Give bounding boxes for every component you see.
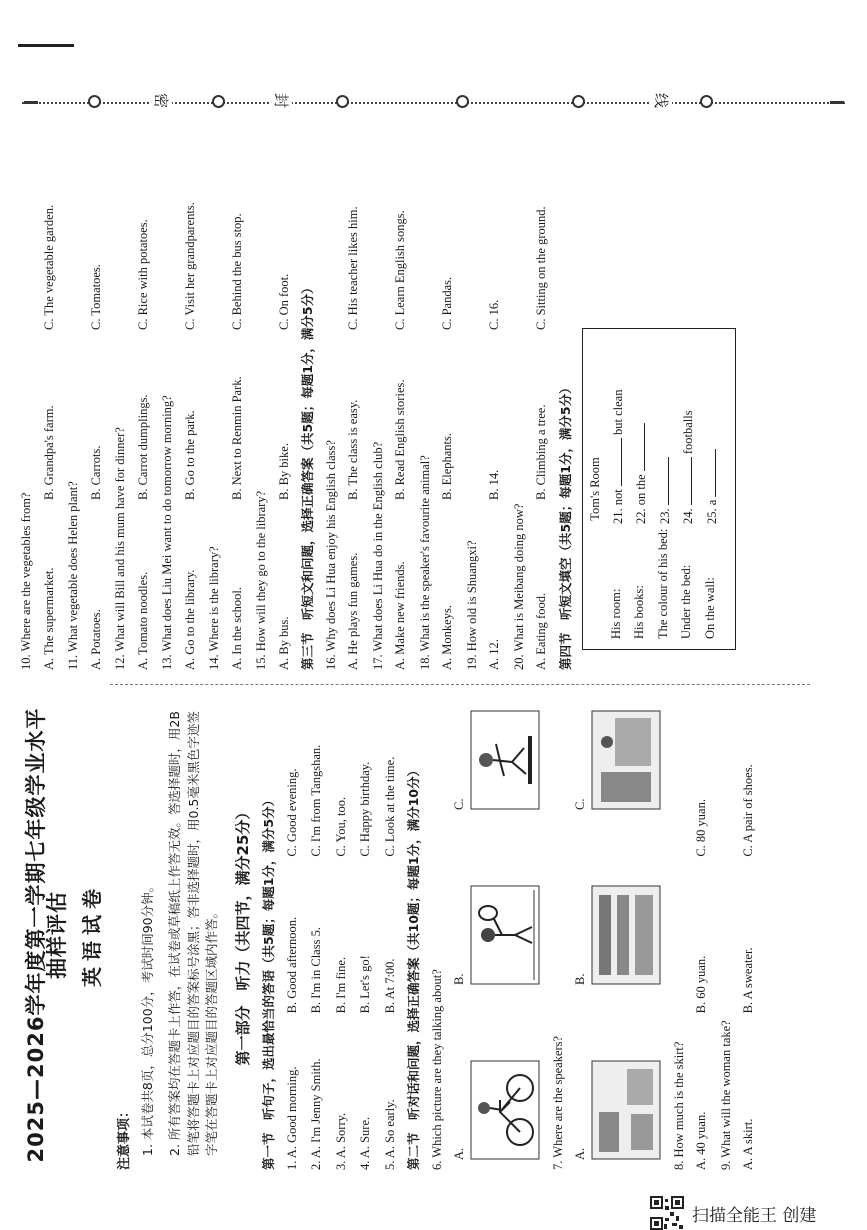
section4-heading: 第四节 听短文填空（共5题；每题1分，满分5分） (557, 381, 573, 670)
binding-edge-bar (24, 101, 38, 104)
binding-ring (572, 95, 585, 108)
binding-char-feng: 封 (272, 92, 291, 109)
question-9-text: 9. What will the woman take? (718, 1020, 733, 1170)
binding-char-xian: 线 (652, 92, 671, 109)
notice-heading: 注意事项： (117, 1104, 132, 1170)
answer-blank[interactable] (704, 449, 716, 497)
question-19-options (488, 160, 501, 670)
option-a: A. By bus. (276, 616, 291, 670)
option-b: B. Grandpa's farm. (41, 405, 56, 500)
question-10-text: 10. Where are the vegetables from? (19, 492, 33, 670)
option-a: A. Tomato noodles. (135, 571, 150, 670)
option-b: B. A sweater. (741, 947, 755, 1014)
binding-ring (212, 95, 225, 108)
option-b: B. Go to the park. (182, 410, 197, 500)
option-b: B. Carrot dumplings. (135, 394, 150, 500)
answer-blank[interactable] (680, 457, 692, 505)
option-c: C. I'm from Tangshan. (309, 744, 323, 857)
option-b: B. Good afternoon. (284, 916, 299, 1014)
question-2 (310, 700, 323, 1170)
qr-code-icon (650, 1196, 684, 1230)
option-a: A. 12. (487, 639, 501, 670)
section2-heading: 第二节 听对话和问题，选择正确答案（共10题；每题1分，满分10分） (406, 764, 421, 1170)
option-a: A. He plays fun games. (346, 552, 360, 670)
question-12-options (137, 160, 150, 670)
question-11-options (90, 160, 103, 670)
table-row: His room: 21. not but clean (608, 389, 625, 639)
binding-ring (700, 95, 713, 108)
left-column (20, 700, 767, 1170)
question-14-options (231, 160, 244, 670)
question-13-options (184, 160, 197, 670)
table-row: His books: 22. on the (633, 339, 648, 639)
option-c: C. Happy birthday. (358, 761, 372, 857)
option-b: B. The class is easy. (346, 399, 360, 500)
option-b: B. Climbing a tree. (534, 404, 548, 500)
option-b: B. 60 yuan. (694, 955, 708, 1014)
question-8-text: 8. How much is the skirt? (671, 1041, 686, 1170)
question-18-options (441, 160, 454, 670)
question-20-text: 20. What is Meibang doing now? (511, 503, 526, 670)
answer-blank[interactable] (657, 457, 669, 505)
picture-option-c: C. (453, 700, 540, 810)
question-17-options (394, 160, 407, 670)
option-a: 4. A. Sure. (358, 1116, 372, 1170)
exam-rotated-page (0, 130, 867, 1190)
option-c: C. Visit her grandparents. (182, 202, 197, 330)
binding-dotted-line (22, 102, 845, 104)
notice-item: 1. 本试卷共8页，总分100分，考试时间90分钟。 (140, 879, 155, 1156)
question-6-pictures (453, 700, 540, 1170)
option-c: C. 16. (487, 299, 501, 330)
question-12-text: 12. What will Bill and his mum have for dinner? (113, 427, 127, 670)
option-b: B. By bike. (276, 443, 291, 500)
binding-line (0, 86, 867, 116)
question-1 (286, 700, 299, 1170)
question-9-options (742, 700, 755, 1170)
picture-option-a: A. (574, 1050, 661, 1160)
picture-option-b: B. (574, 875, 661, 985)
question-15-options (278, 160, 291, 670)
question-17-text: 17. What does Li Hua do in the English club? (370, 441, 385, 670)
section1-heading: 第一节 听句子，选出最恰当的答语（共5题；每题1分，满分5分） (261, 793, 276, 1170)
option-a: A. Eating food. (534, 592, 548, 670)
option-c: C. Good evening. (284, 768, 299, 857)
skating-picture-icon (470, 710, 540, 810)
option-c: C. His teacher likes him. (346, 206, 360, 330)
table-title: Tom's Room (588, 457, 602, 521)
column-divider (110, 683, 810, 685)
option-c: C. Rice with potatoes. (135, 219, 150, 330)
option-a: A. Go to the library. (182, 569, 197, 670)
option-a: 1. A. Good morning. (284, 1066, 299, 1170)
exam-subtitle: 英语试卷 (80, 883, 104, 987)
option-c: C. Tomatoes. (88, 264, 103, 330)
option-b: B. At 7:00. (382, 958, 397, 1014)
question-16-text: 16. Why does Li Hua enjoy his English class? (323, 440, 338, 670)
question-5 (384, 700, 397, 1170)
shop-picture-icon (591, 710, 661, 810)
option-b: B. Let's go! (358, 955, 372, 1014)
option-b: B. Next to Renmin Park. (229, 376, 244, 500)
question-15-text: 15. How will they go to the library? (254, 490, 268, 670)
option-a: A. In the school. (229, 587, 244, 670)
library-picture-icon (591, 885, 661, 985)
option-c: C. Pandas. (440, 276, 454, 330)
toms-room-table (582, 328, 736, 650)
option-a: A. A skirt. (741, 1118, 755, 1170)
question-7-text: 7. Where are the speakers? (550, 1035, 565, 1170)
binding-ring (88, 95, 101, 108)
option-c: C. Behind the bus stop. (229, 213, 244, 330)
question-7-pictures (574, 700, 661, 1170)
option-b: B. 14. (487, 469, 501, 500)
table-row: Under the bed: 24. footballs (679, 410, 695, 639)
option-b: B. I'm in Class 5. (309, 927, 323, 1014)
scanner-watermark-text: 扫描全能王 创建 (692, 1205, 817, 1226)
option-a: 3. A. Sorry. (333, 1112, 348, 1170)
option-c: C. Learn English songs. (393, 210, 407, 330)
option-a: A. The supermarket. (41, 567, 56, 670)
option-c: C. Sitting on the ground. (534, 206, 548, 330)
option-a: A. Monkeys. (440, 605, 454, 670)
option-c: C. 80 yuan. (694, 799, 708, 857)
question-13-text: 13. What does Liu Mei want to do tomorrow morning? (160, 395, 174, 670)
option-b: B. Read English stories. (393, 379, 407, 500)
option-a: 5. A. So early. (382, 1099, 397, 1170)
table-row: The colour of his bed: 23. (657, 339, 672, 639)
option-a: 2. A. I'm Jenny Smith. (309, 1058, 323, 1170)
right-column (20, 160, 736, 670)
picture-option-b: B. (453, 875, 540, 985)
answer-blank[interactable] (633, 423, 645, 471)
part1-heading: 第一部分 听力（共四节，满分25分） (234, 804, 252, 1066)
corner-mark (18, 44, 74, 47)
question-4 (359, 700, 372, 1170)
binding-char-mi: 密 (152, 92, 171, 109)
question-18-text: 18. What is the speaker's favourite animal? (417, 455, 432, 670)
cycling-picture-icon (470, 1060, 540, 1160)
question-16-options (347, 160, 360, 670)
exam-title: 2025—2026学年度第一学期七年级学业水平抽样评估 (24, 707, 69, 1163)
binding-ring (336, 95, 349, 108)
option-b: B. Elephants. (440, 432, 454, 500)
option-a: A. Potatoes. (88, 609, 103, 670)
scanner-watermark (650, 1196, 816, 1230)
option-b: B. Carrots. (88, 445, 103, 500)
question-11-text: 11. What vegetable does Helen plant? (66, 481, 80, 670)
table-row: On the wall: 25. a (704, 339, 719, 639)
tennis-picture-icon (470, 885, 540, 985)
notice-item: 2. 所有答案均在答题卡上作答，在试卷或草稿纸上作答无效。答选择题时，用2B铅笔将答题卡上对应题目的答案标号涂黑；答非选择题时，用0.5毫米黑色字迹签字笔在答题卡上对应题目的答题区域内作答。 (166, 711, 220, 1156)
option-c: C. On foot. (276, 273, 291, 330)
option-c: C. Look at the time. (382, 756, 397, 857)
question-14-text: 14. Where is the library? (207, 546, 221, 670)
option-a: A. Make new friends. (393, 561, 407, 670)
option-c: C. You, too. (333, 796, 348, 857)
question-10-options (43, 160, 56, 670)
question-20-options (535, 160, 548, 670)
picture-option-a: A. (453, 1050, 540, 1160)
answer-blank[interactable] (610, 438, 622, 486)
question-3 (335, 700, 348, 1170)
section3-heading: 第三节 听短文和问题，选择正确答案（共5题；每题1分，满分5分） (300, 281, 315, 670)
exam-sheet (0, 130, 867, 1190)
binding-edge-bar (830, 101, 844, 104)
option-c: C. The vegetable garden. (41, 204, 56, 330)
option-a: A. 40 yuan. (694, 1111, 708, 1170)
question-19-text: 19. How old is Shuangxi? (464, 540, 479, 670)
option-b: B. I'm fine. (333, 956, 348, 1014)
binding-ring (456, 95, 469, 108)
option-c: C. A pair of shoes. (741, 764, 755, 857)
question-6-text: 6. Which picture are they talking about? (429, 969, 444, 1170)
question-8-options (695, 700, 708, 1170)
picture-option-c: C. (574, 700, 661, 810)
classroom-picture-icon (591, 1060, 661, 1160)
